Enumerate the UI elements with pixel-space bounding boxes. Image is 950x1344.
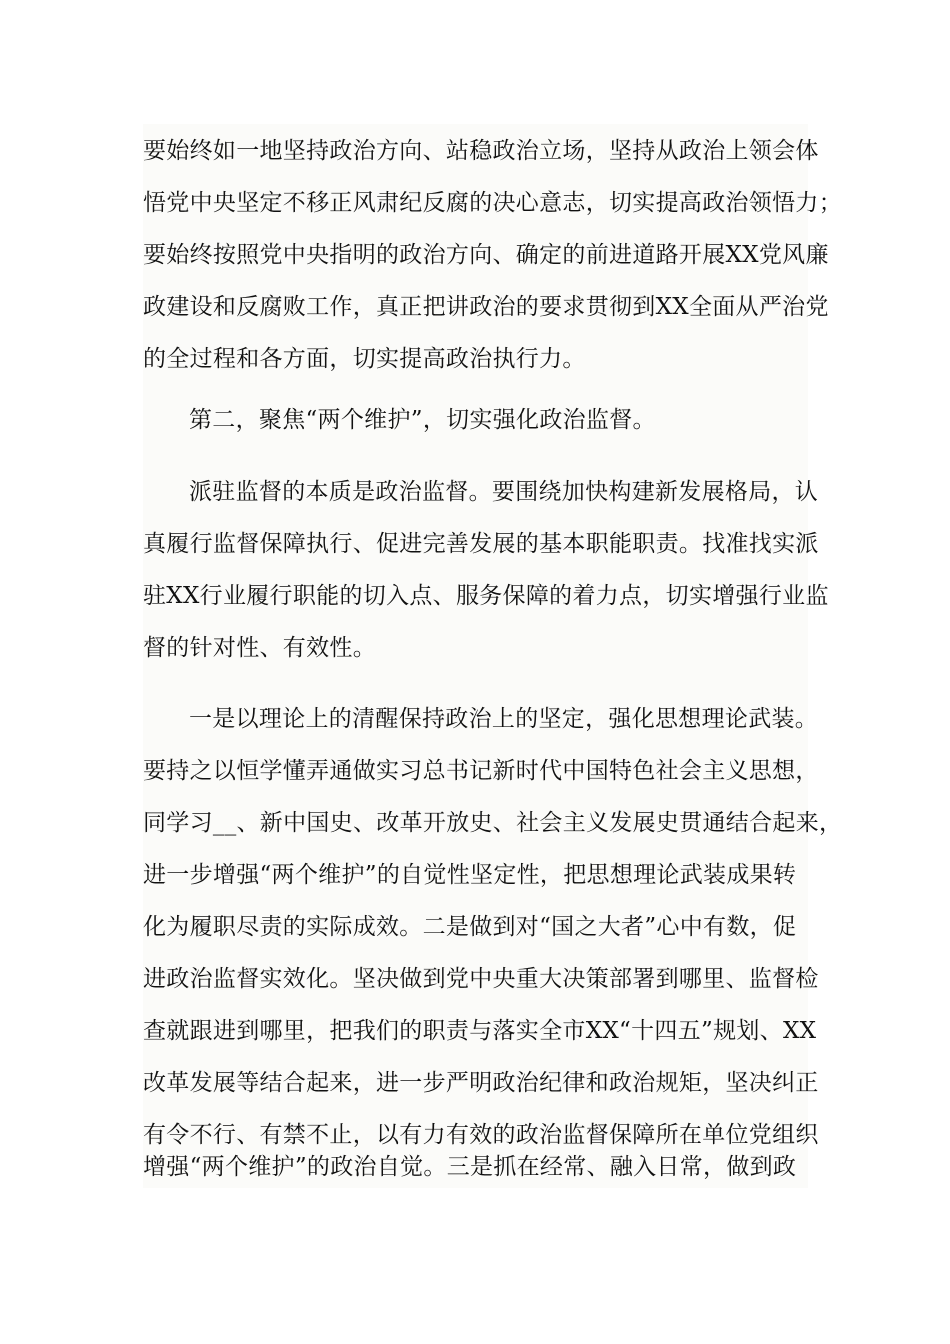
text-line: 真履行监督保障执行、促进完善发展的基本职能职责。找准找实派: [143, 531, 819, 557]
text-line: 同学习__、新中国史、改革开放史、社会主义发展史贯通结合起来，: [143, 810, 843, 836]
section-heading: 第二，聚焦“两个维护”，切实强化政治监督。: [189, 407, 656, 433]
text-line: 进政治监督实效化。坚决做到党中央重大决策部署到哪里、监督检: [143, 966, 819, 992]
text-line: 增强“两个维护”的政治自觉。三是抓在经常、融入日常，做到政: [143, 1154, 797, 1180]
text-line: 驻XX行业履行职能的切入点、服务保障的着力点，切实增强行业监: [143, 583, 829, 609]
text-line: 查就跟进到哪里，把我们的职责与落实全市XX“十四五”规划、XX: [143, 1018, 817, 1044]
text-line: 政建设和反腐败工作，真正把讲政治的要求贯彻到XX全面从严治党: [143, 294, 829, 320]
text-line: 的全过程和各方面，切实提高政治执行力。: [143, 346, 586, 372]
text-line: 要始终按照党中央指明的政治方向、确定的前进道路开展XX党风廉: [143, 242, 829, 268]
text-line: 改革发展等结合起来，进一步严明政治纪律和政治规矩，坚决纠正: [143, 1070, 819, 1096]
text-line: 督的针对性、有效性。: [143, 635, 376, 661]
text-line: 化为履职尽责的实际成效。二是做到对“国之大者”心中有数，促: [143, 914, 797, 940]
text-line: 进一步增强“两个维护”的自觉性坚定性，把思想理论武装成果转: [143, 862, 797, 888]
text-line: 有令不行、有禁不止，以有力有效的政治监督保障所在单位党组织: [143, 1122, 819, 1148]
text-line: 要始终如一地坚持政治方向、站稳政治立场，坚持从政治上领会体: [143, 138, 819, 164]
document-body: [143, 124, 843, 1188]
text-line: 悟党中央坚定不移正风肃纪反腐的决心意志，切实提高政治领悟力；: [143, 190, 842, 216]
text-line: 一是以理论上的清醒保持政治上的坚定，强化思想理论武装。: [189, 706, 819, 732]
text-line: 要持之以恒学懂弄通做实习总书记新时代中国特色社会主义思想，: [143, 758, 819, 784]
text-line: 派驻监督的本质是政治监督。要围绕加快构建新发展格局，认: [189, 479, 819, 505]
